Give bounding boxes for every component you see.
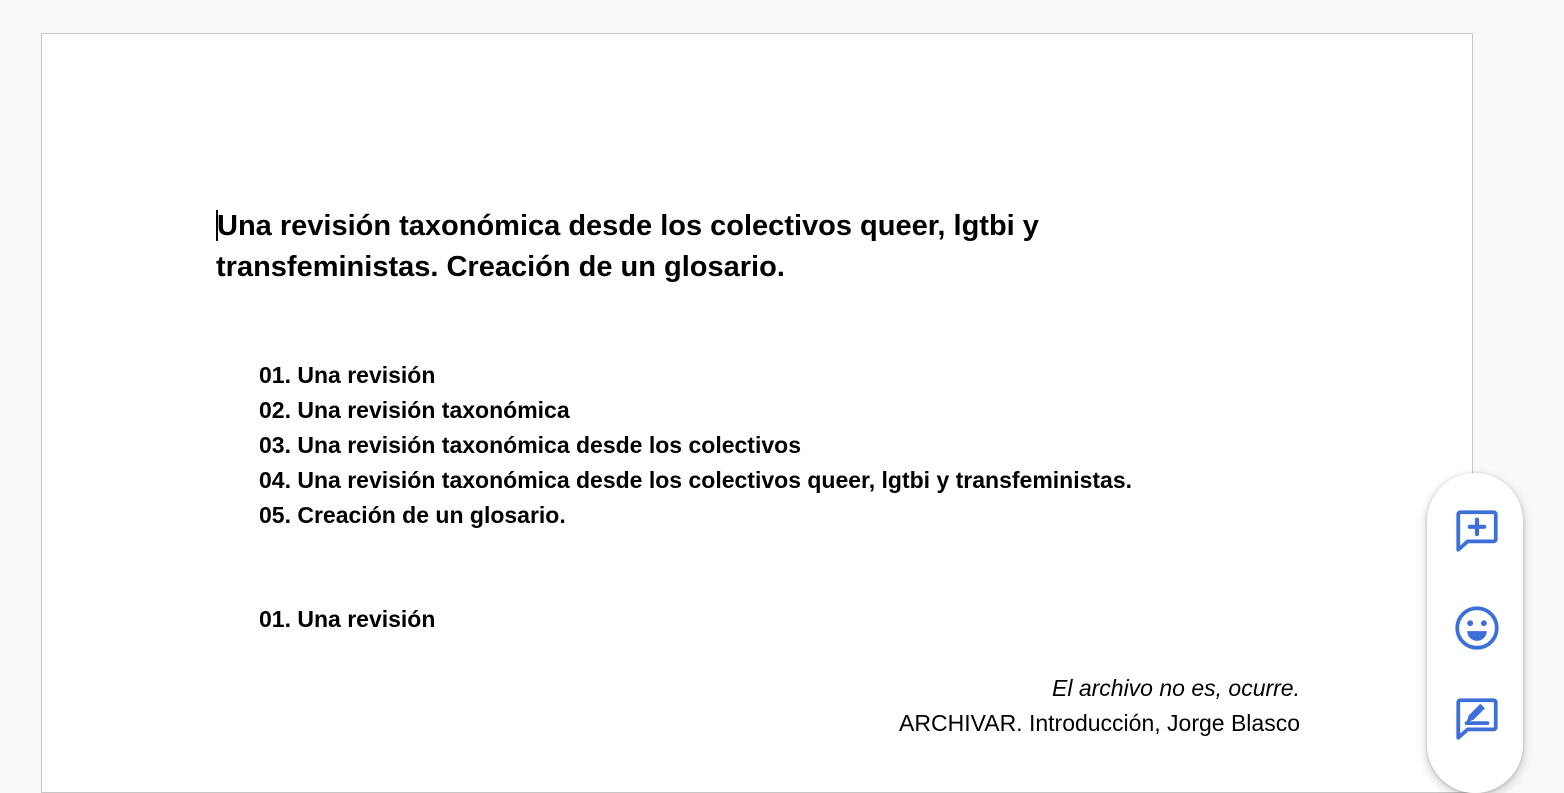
toc-item: 05. Creación de un glosario.: [259, 502, 566, 528]
epigraph-source: ARCHIVAR. Introducción, Jorge Blasco: [899, 710, 1300, 736]
side-toolbar: [1427, 473, 1523, 793]
toc-item: 01. Una revisión: [259, 362, 436, 388]
suggest-edit-button[interactable]: [1451, 693, 1503, 745]
document-title-text: Una revisión taxonómica desde los colectivos queer, lgtbi y transfeministas. Creación de un glosario.: [216, 210, 1039, 283]
section-heading: 01. Una revisión: [259, 606, 436, 632]
epigraph-quote: El archivo no es, ocurre.: [1051, 675, 1300, 701]
document-title[interactable]: [216, 206, 1156, 288]
epigraph: [899, 671, 1300, 741]
add-comment-button[interactable]: [1451, 505, 1503, 557]
table-of-contents: [259, 358, 1132, 533]
suggest-edit-icon: [1452, 694, 1502, 744]
add-comment-icon: [1452, 506, 1502, 556]
emoji-reaction-icon: [1452, 603, 1502, 653]
toc-item: 02. Una revisión taxonómica: [259, 397, 570, 423]
toc-item: 03. Una revisión taxonómica desde los colectivos: [259, 432, 801, 458]
add-emoji-reaction-button[interactable]: [1451, 602, 1503, 654]
document-page[interactable]: [41, 33, 1473, 793]
toc-item: 04. Una revisión taxonómica desde los colectivos queer, lgtbi y transfeministas.: [259, 467, 1133, 493]
